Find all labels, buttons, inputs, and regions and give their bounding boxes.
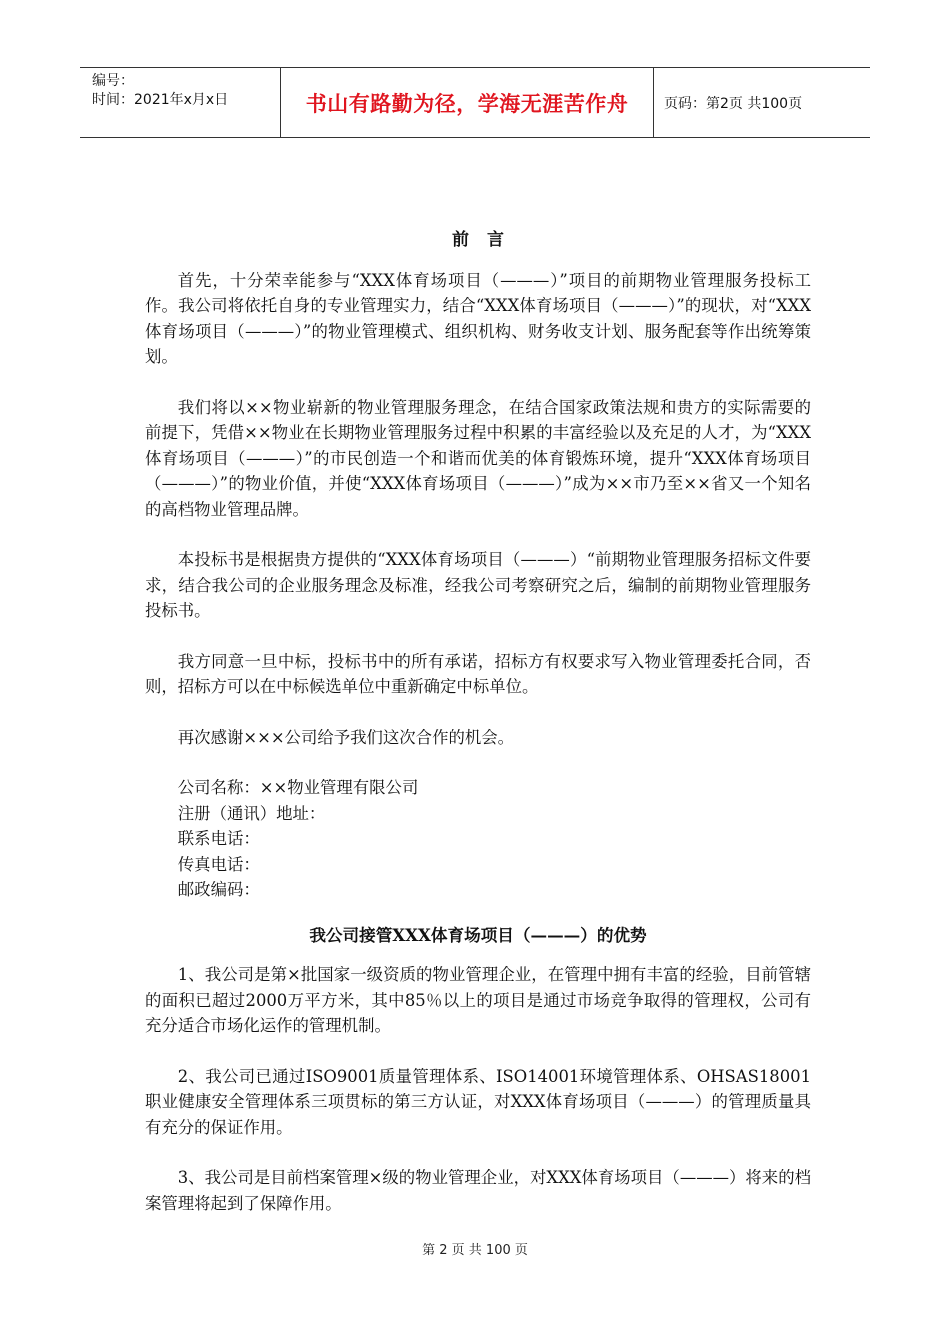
paragraph: 首先，十分荣幸能参与“XXX体育场项目（———）”项目的前期物业管理服务投标工作。我公司将依托自身的专业管理实力，结合“XXX体育场项目（———）”的现状，对“XXX体育场项目（———）”的物业管理模式、组织机构、财务收支计划、服务配套等作出统筹策划。 [145, 270, 811, 366]
company-phone: 联系电话： [177, 829, 260, 848]
company-address: 注册（通讯）地址： [177, 803, 326, 823]
advantage-item: 3、我公司是目前档案管理×级的物业管理企业，对XXX体育场项目（———）将来的档案管理将起到了保障作用。 [145, 1168, 811, 1213]
advantage-item: 2、我公司已通过ISO9001质量管理体系、ISO14001环境管理体系、OHSAS18001职业健康安全管理体系三项贯标的第三方认证，对XXX体育场项目（———）的管理质量具有充分的保证作用。 [145, 1066, 811, 1137]
document-body [145, 228, 811, 1241]
document-number-label: 编号： [92, 73, 134, 89]
page-footer: 第 2 页 共 100 页 [422, 1243, 528, 1258]
contact-block [145, 775, 811, 903]
header-meta [80, 68, 281, 137]
header-page-label: 页码：第2页 共100页 [664, 95, 803, 112]
company-name: 公司名称：××物业管理有限公司 [177, 778, 419, 797]
advantage-item: 1、我公司是第×批国家一级资质的物业管理企业，在管理中拥有丰富的经验，目前管辖的面积已超过2000万平方米，其中85％以上的项目是通过市场竞争取得的管理权，公司有充分适合市场化运作的管理机制。 [145, 965, 811, 1035]
document-time-label: 时间：2021年x月x日 [92, 92, 229, 108]
paragraph: 再次感谢×××公司给予我们这次合作的机会。 [177, 727, 515, 747]
company-fax: 传真电话： [177, 854, 260, 874]
page-header [80, 67, 870, 138]
header-motto: 书山有路勤为径，学海无涯苦作舟 [281, 68, 654, 137]
paragraph: 我方同意一旦中标，投标书中的所有承诺，招标方有权要求写入物业管理委托合同，否则，招标方可以在中标候选单位中重新确定中标单位。 [145, 651, 811, 696]
document-title: 前言 [452, 230, 522, 250]
advantages-heading: 我公司接管XXX体育场项目（———）的优势 [309, 924, 647, 945]
paragraph: 本投标书是根据贵方提供的“XXX体育场项目（———）“前期物业管理服务招标文件要求，结合我公司的企业服务理念及标准，经我公司考察研究之后，编制的前期物业管理服务投标书。 [145, 550, 811, 620]
company-postcode: 邮政编码： [177, 880, 260, 899]
paragraph: 我们将以××物业崭新的物业管理服务理念，在结合国家政策法规和贵方的实际需要的前提下，凭借××物业在长期物业管理服务过程中积累的丰富经验以及充足的人才，为“XXX体育场项目（———）”的市民创造一个和谐而优美的体育锻炼环境，提升“XXX体育场项目（———）”的物业价值，并使“XXX体育场项目（———）”成为××市乃至××省又一个知名的高档物业管理品牌。 [145, 397, 811, 519]
